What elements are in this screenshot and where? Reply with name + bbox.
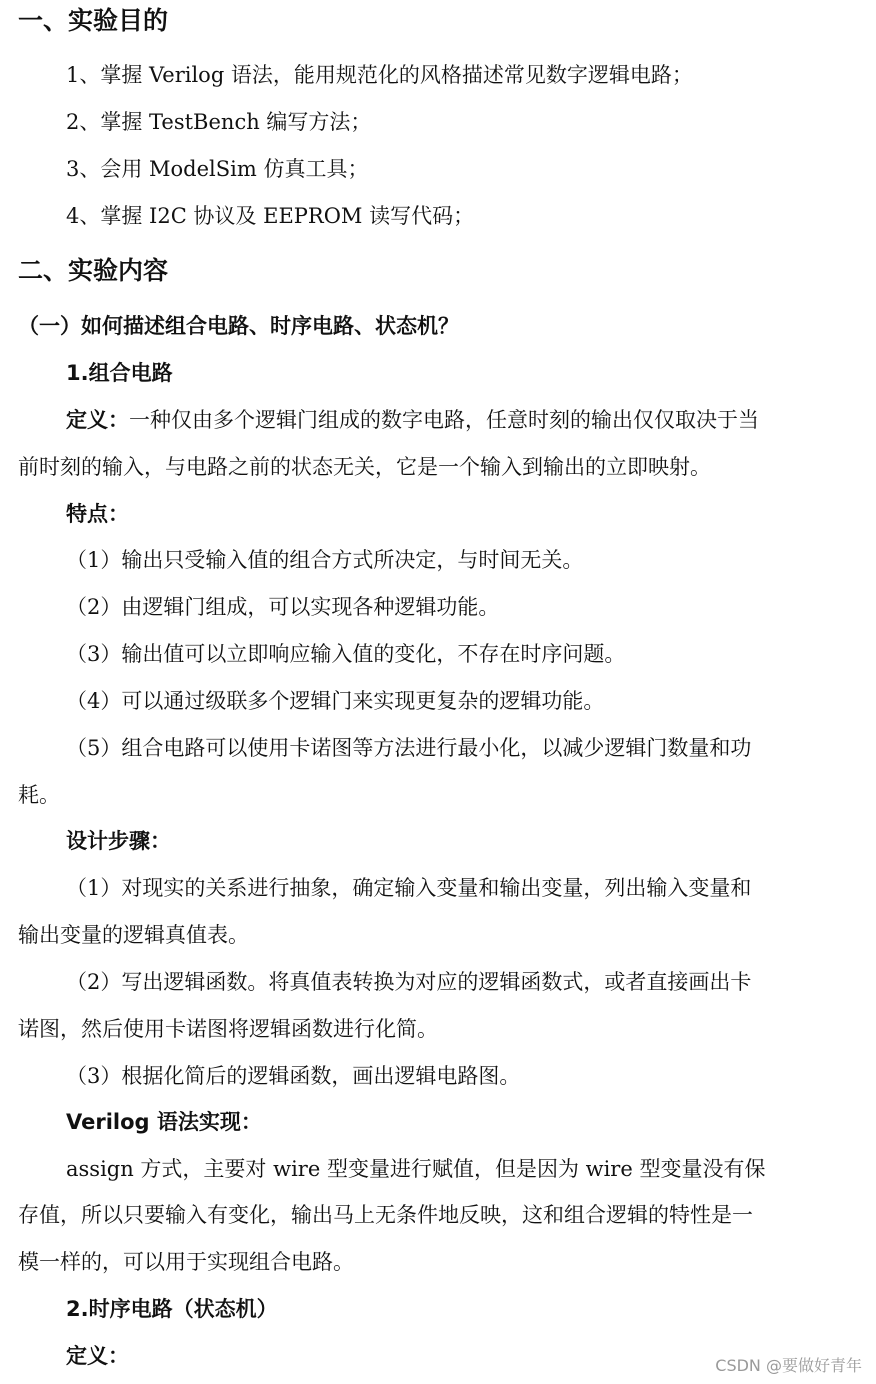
comb-feature-3: （3）输出值可以立即响应输入值的变化，不存在时序问题。	[66, 642, 626, 666]
seq-definition-label: 定义：	[66, 1344, 129, 1368]
comb-feature-5: （5）组合电路可以使用卡诺图等方法进行最小化，以减少逻辑门数量和功	[66, 736, 752, 760]
subsection-1-title: （一）如何描述组合电路、时序电路、状态机？	[18, 314, 459, 338]
design-steps-label: 设计步骤：	[66, 829, 171, 853]
objective-item-4: 4、掌握 I2C 协议及 EEPROM 读写代码；	[66, 204, 475, 228]
verilog-impl-line-2: 存值，所以只要输入有变化，输出马上无条件地反映，这和组合逻辑的特性是一	[18, 1203, 753, 1227]
verilog-impl-label: Verilog 语法实现：	[66, 1110, 262, 1134]
comb-features-label: 特点：	[66, 502, 129, 526]
objective-item-2: 2、掌握 TestBench 编写方法；	[66, 110, 372, 134]
sequential-title: 2.时序电路（状态机）	[66, 1297, 278, 1321]
comb-definition-label: 定义：	[66, 408, 129, 432]
csdn-watermark: CSDN @要做好青年	[715, 1356, 862, 1375]
comb-feature-4: （4）可以通过级联多个逻辑门来实现更复杂的逻辑功能。	[66, 689, 605, 713]
comb-feature-2: （2）由逻辑门组成，可以实现各种逻辑功能。	[66, 595, 500, 619]
design-step-1-line-1: （1）对现实的关系进行抽象，确定输入变量和输出变量，列出输入变量和	[66, 876, 752, 900]
design-step-1-line-2: 输出变量的逻辑真值表。	[18, 923, 249, 947]
section-1-title: 一、实验目的	[18, 6, 169, 35]
comb-definition-line-1	[66, 406, 759, 434]
comb-feature-5-continued: 耗。	[18, 783, 60, 807]
objective-item-3: 3、会用 ModelSim 仿真工具；	[66, 157, 369, 181]
objective-item-1: 1、掌握 Verilog 语法，能用规范化的风格描述常见数字逻辑电路；	[66, 63, 693, 87]
verilog-impl-line-3: 模一样的，可以用于实现组合电路。	[18, 1250, 354, 1274]
design-step-2-line-2: 诺图，然后使用卡诺图将逻辑函数进行化简。	[18, 1017, 438, 1041]
verilog-impl-line-1: assign 方式，主要对 wire 型变量进行赋值，但是因为 wire 型变量没有保	[66, 1157, 766, 1181]
comb-feature-1: （1）输出只受输入值的组合方式所决定，与时间无关。	[66, 548, 584, 572]
design-step-2-line-1: （2）写出逻辑函数。将真值表转换为对应的逻辑函数式，或者直接画出卡	[66, 970, 752, 994]
design-step-3: （3）根据化简后的逻辑函数，画出逻辑电路图。	[66, 1064, 521, 1088]
comb-definition-text-1: 一种仅由多个逻辑门组成的数字电路，任意时刻的输出仅仅取决于当	[129, 408, 759, 432]
section-2-title: 二、实验内容	[18, 256, 169, 285]
combinational-title: 1.组合电路	[66, 361, 173, 385]
comb-definition-line-2: 前时刻的输入，与电路之前的状态无关，它是一个输入到输出的立即映射。	[18, 455, 711, 479]
